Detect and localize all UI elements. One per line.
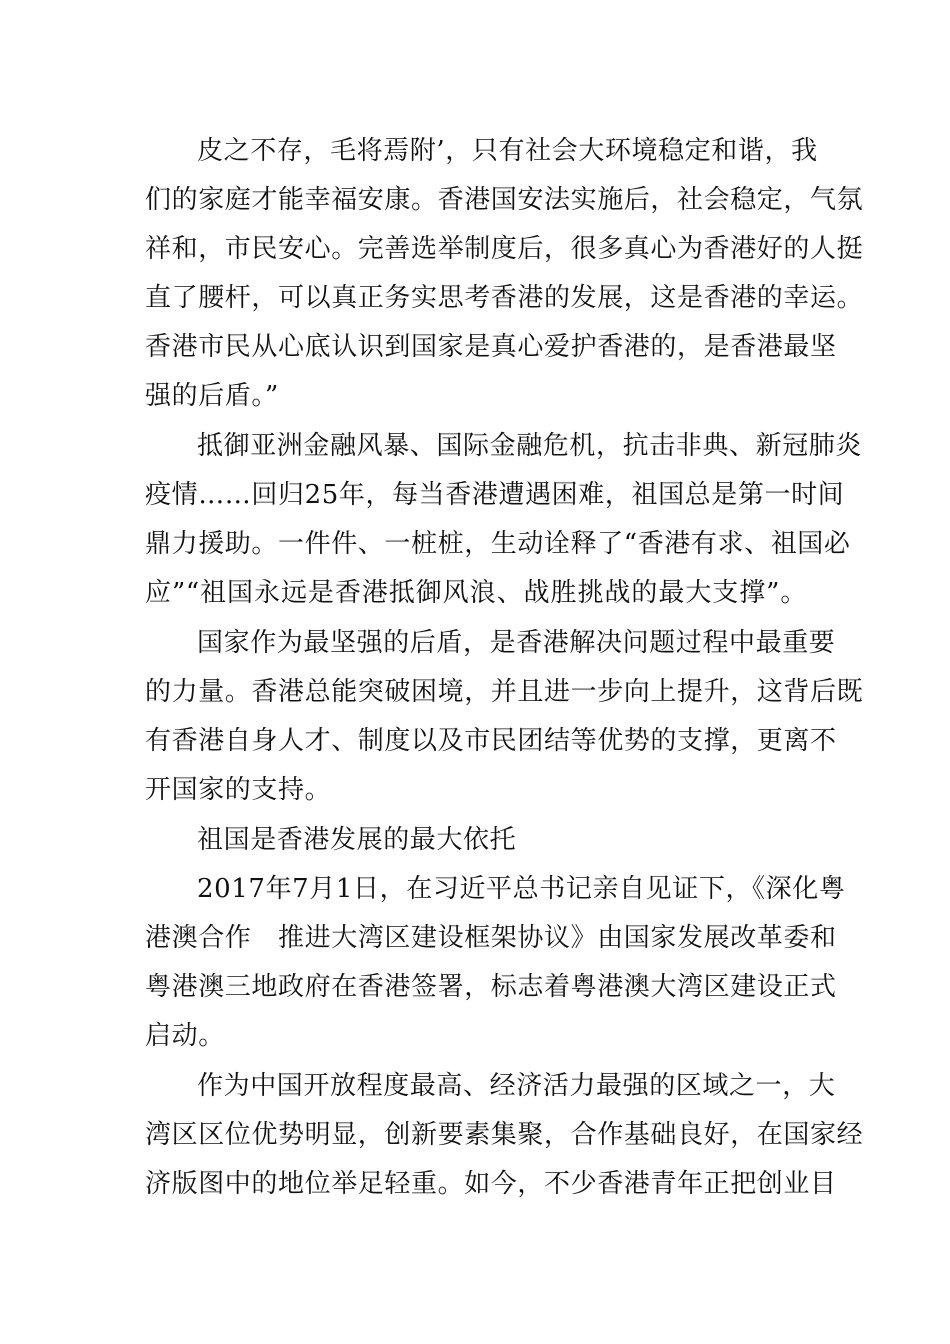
- body-text-line: 有香港自身人才、制度以及市民团结等优势的支撑，更离不: [145, 726, 837, 756]
- body-text-line: 强的后盾。”: [145, 381, 279, 411]
- body-text-line: 启动。: [145, 1021, 225, 1051]
- body-text-line: 祥和，市民安心。完善选举制度后，很多真心为香港好的人挺: [145, 234, 864, 264]
- body-text-line: 作为中国开放程度最高、经济活力最强的区域之一，大: [197, 1071, 836, 1101]
- body-text-line: 济版图中的地位举足轻重。如今，不少香港青年正把创业目: [145, 1169, 837, 1199]
- body-text-line: 直了腰杆，可以真正务实思考香港的发展，这是香港的幸运。: [145, 283, 864, 313]
- body-text-line: 们的家庭才能幸福安康。香港国安法实施后，社会稳定，气氛: [145, 185, 864, 215]
- body-text-line: 湾区区位优势明显，创新要素集聚，合作基础良好，在国家经: [145, 1120, 864, 1150]
- body-text-line: 鼎力援助。一件件、一桩桩，生动诠释了“香港有求、祖国必: [145, 529, 851, 559]
- body-text-line: 疫情……回归25年，每当香港遭遇困难，祖国总是第一时间: [145, 480, 845, 510]
- body-text-line: 港澳合作 推进大湾区建设框架协议》由国家发展改革委和: [145, 923, 837, 953]
- body-text-line: 2017年7月1日，在习近平总书记亲自见证下，《深化粤: [197, 874, 846, 904]
- body-text-line: 应”“祖国永远是香港抵御风浪、战胜挑战的最大支撑”。: [145, 578, 807, 608]
- body-text-line: 粤港澳三地政府在香港签署，标志着粤港澳大湾区建设正式: [145, 972, 837, 1002]
- body-text-line: 皮之不存，毛将焉附’，只有社会大环境稳定和谐，我: [197, 136, 818, 166]
- section-heading: 祖国是香港发展的最大依托: [197, 825, 517, 855]
- body-text-line: 香港市民从心底认识到国家是真心爱护香港的，是香港最坚: [145, 332, 837, 362]
- body-text-line: 国家作为最坚强的后盾，是香港解决问题过程中最重要: [197, 628, 836, 658]
- body-text-line: 开国家的支持。: [145, 775, 332, 805]
- body-text-line: 抵御亚洲金融风暴、国际金融危机，抗击非典、新冠肺炎: [197, 431, 863, 461]
- body-text-line: 的力量。香港总能突破困境，并且进一步向上提升，这背后既: [145, 677, 864, 707]
